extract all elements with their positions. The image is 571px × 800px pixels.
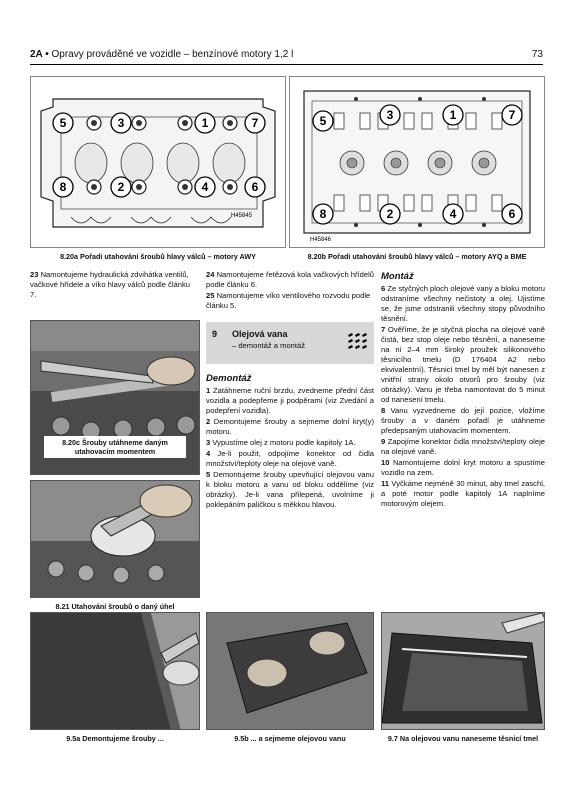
header-text: Opravy prováděné ve vozidle – benzínové motory 1,2 l bbox=[51, 49, 294, 60]
bolt-label-7: 7 bbox=[251, 116, 259, 130]
cylinder-head-diagram-awy bbox=[31, 77, 285, 247]
step-text: Zatáhneme ruční brzdu, zvedneme přední část vozidla a podepřeme ji podpěrami (viz Zvedání a podepření vozidla). bbox=[206, 386, 374, 415]
bolt-label-3: 3 bbox=[117, 116, 125, 130]
paragraph-m7 bbox=[381, 325, 545, 405]
oil-pan-removal-photo bbox=[207, 613, 374, 730]
page-header bbox=[30, 49, 543, 65]
bolt-label-1: 1 bbox=[449, 108, 457, 122]
column-1 bbox=[30, 270, 198, 301]
step-number: 3 bbox=[206, 438, 211, 447]
bolt-label-7: 7 bbox=[508, 108, 516, 122]
step-number: 9 bbox=[381, 437, 386, 446]
paragraph-25 bbox=[206, 291, 374, 311]
paragraph-m6 bbox=[381, 284, 545, 324]
bolt-label-6: 6 bbox=[508, 207, 516, 221]
header-section: 2A bbox=[30, 49, 43, 60]
step-number: 23 bbox=[30, 270, 39, 279]
step-number: 5 bbox=[206, 470, 211, 479]
step-number: 24 bbox=[206, 270, 215, 279]
paragraph-m8 bbox=[381, 406, 545, 436]
photo-9-7 bbox=[381, 612, 545, 730]
figure-8-20a bbox=[30, 76, 286, 248]
step-number: 1 bbox=[206, 386, 211, 395]
caption-8-20a: 8.20a Pořadí utahování šroubů hlavy válců – motory AWY bbox=[60, 252, 256, 261]
photo-8-21 bbox=[30, 480, 200, 598]
heading-montaz: Montáž bbox=[381, 271, 414, 282]
step-number: 10 bbox=[381, 458, 390, 467]
section-box-9 bbox=[206, 322, 374, 364]
caption-9-5a: 9.5a Demontujeme šrouby ... bbox=[66, 734, 164, 743]
step-number: 11 bbox=[381, 479, 390, 488]
paragraph-d1 bbox=[206, 386, 374, 416]
step-text: Vanu vyzvedneme do její pozice, vložíme šrouby a v daném pořadí je utáhneme předepsaným utahovacím momentem. bbox=[381, 406, 545, 435]
paragraph-d3 bbox=[206, 438, 374, 448]
step-text: Je-li použit, odpojíme konektor od čidla množství/teploty oleje na olejové vaně. bbox=[206, 449, 374, 468]
paragraph-d5 bbox=[206, 470, 374, 510]
step-number: 2 bbox=[206, 417, 211, 426]
bolt-label-2: 2 bbox=[386, 207, 394, 221]
cylinder-head-diagram-ayq-bme bbox=[290, 77, 544, 247]
paragraph-23 bbox=[30, 270, 198, 300]
step-text: Vyčkáme nejméně 30 minut, aby tmel zaschl, a poté motor podle kapitoly 1A naplníme motorovým olejem. bbox=[381, 479, 545, 508]
caption-8-20c: 8.20c Šrouby utáhneme daným utahovacím momentem bbox=[44, 436, 186, 458]
step-text: Demontujeme šrouby upevňující olejovou vanu k bloku motoru a vanu od bloku oddělíme (viz obrázky). Je-li vana přilepená, uvolníme ji poklepáním paličkou s měkkou hlavou. bbox=[206, 470, 374, 509]
paragraph-d2 bbox=[206, 417, 374, 437]
caption-9-5b: 9.5b ... a sejmeme olejovou vanu bbox=[234, 734, 346, 743]
step-text: Namontujeme hydraulická zdvihátka ventilů, vačkové hřídele a víko hlavy válců podle článku 7. bbox=[30, 270, 190, 299]
figure-8-20b bbox=[289, 76, 545, 248]
column-2 bbox=[206, 270, 374, 312]
paragraph-m11 bbox=[381, 479, 545, 509]
bolt-label-1: 1 bbox=[201, 116, 209, 130]
header-title: 2A • Opravy prováděné ve vozidle – benzínové motory 1,2 l bbox=[30, 49, 294, 60]
difficulty-rating-icon bbox=[346, 331, 368, 355]
section-subtitle: – demontáž a montáž bbox=[232, 341, 306, 350]
step-text: Ze styčných ploch olejové vany a bloku motoru odstraníme všechny nečistoty a olej. Ujistíme se, že jsme odstranili všechny stopy původního těsnění. bbox=[381, 284, 545, 323]
bolt-label-8: 8 bbox=[59, 180, 67, 194]
step-number: 6 bbox=[381, 284, 386, 293]
bolt-label-5: 5 bbox=[319, 114, 327, 128]
caption-8-20b: 8.20b Pořadí utahování šroubů hlavy válců – motory AYQ a BME bbox=[307, 252, 527, 261]
bolt-label-8: 8 bbox=[319, 207, 327, 221]
step-number: 4 bbox=[206, 449, 211, 458]
oil-pan-bolts-photo bbox=[31, 613, 200, 730]
caption-8-21: 8.21 Utahování šroubů o daný úhel bbox=[55, 602, 175, 611]
step-number: 8 bbox=[381, 406, 386, 415]
caption-9-7: 9.7 Na olejovou vanu naneseme těsnicí tmel bbox=[387, 734, 539, 743]
column-3 bbox=[381, 268, 545, 510]
bolt-label-3: 3 bbox=[386, 108, 394, 122]
step-text: Demontujeme šrouby a sejmeme dolní kryt(y) motoru. bbox=[206, 417, 374, 436]
angle-gauge-photo bbox=[31, 481, 200, 598]
column-2-lower bbox=[206, 370, 374, 511]
section-title: Olejová vana bbox=[232, 329, 288, 339]
step-number: 7 bbox=[381, 325, 386, 334]
bolt-label-4: 4 bbox=[201, 180, 209, 194]
figure-code: H45845 bbox=[231, 213, 253, 219]
figure-code: H45846 bbox=[310, 237, 332, 243]
step-text: Namontujeme dolní kryt motoru a spustíme vozidlo na zem. bbox=[381, 458, 545, 477]
step-text: Ověříme, že je styčná plocha na olejové vaně čistá, bez stop oleje nebo těsnění, a naneseme na ni 2–4 mm široký proužek silikonového těsnicího tmelu (D 176404 A2 nebo ekvivalentní). Těsnicí tmel by měl být nanesen z vnitřní strany okolo otvorů pro šrouby (viz obrázky). Vanu je třeba namontovat do 5 minut od nanesení tmelu. bbox=[381, 325, 545, 404]
sealant-application-photo bbox=[382, 613, 545, 730]
step-text: Zapojíme konektor čidla množství/teploty oleje na olejové vaně. bbox=[381, 437, 545, 456]
heading-demontaz: Demontáž bbox=[206, 373, 252, 384]
bolt-label-2: 2 bbox=[117, 180, 125, 194]
header-rule bbox=[30, 64, 543, 65]
paragraph-24 bbox=[206, 270, 374, 290]
section-number: 9 bbox=[212, 329, 218, 339]
bolt-label-4: 4 bbox=[449, 207, 457, 221]
paragraph-d4 bbox=[206, 449, 374, 469]
paragraph-m10 bbox=[381, 458, 545, 478]
step-text: Namontujeme víko ventilového rozvodu podle článku 5. bbox=[206, 291, 371, 310]
bolt-label-6: 6 bbox=[251, 180, 259, 194]
step-text: Namontujeme řetězová kola vačkových hřídelů podle článku 6. bbox=[206, 270, 375, 289]
page-number: 73 bbox=[531, 49, 543, 60]
photo-9-5b bbox=[206, 612, 374, 730]
step-number: 25 bbox=[206, 291, 215, 300]
photo-9-5a bbox=[30, 612, 200, 730]
step-text: Vypustíme olej z motoru podle kapitoly 1A. bbox=[212, 438, 356, 447]
bolt-label-5: 5 bbox=[59, 116, 67, 130]
paragraph-m9 bbox=[381, 437, 545, 457]
